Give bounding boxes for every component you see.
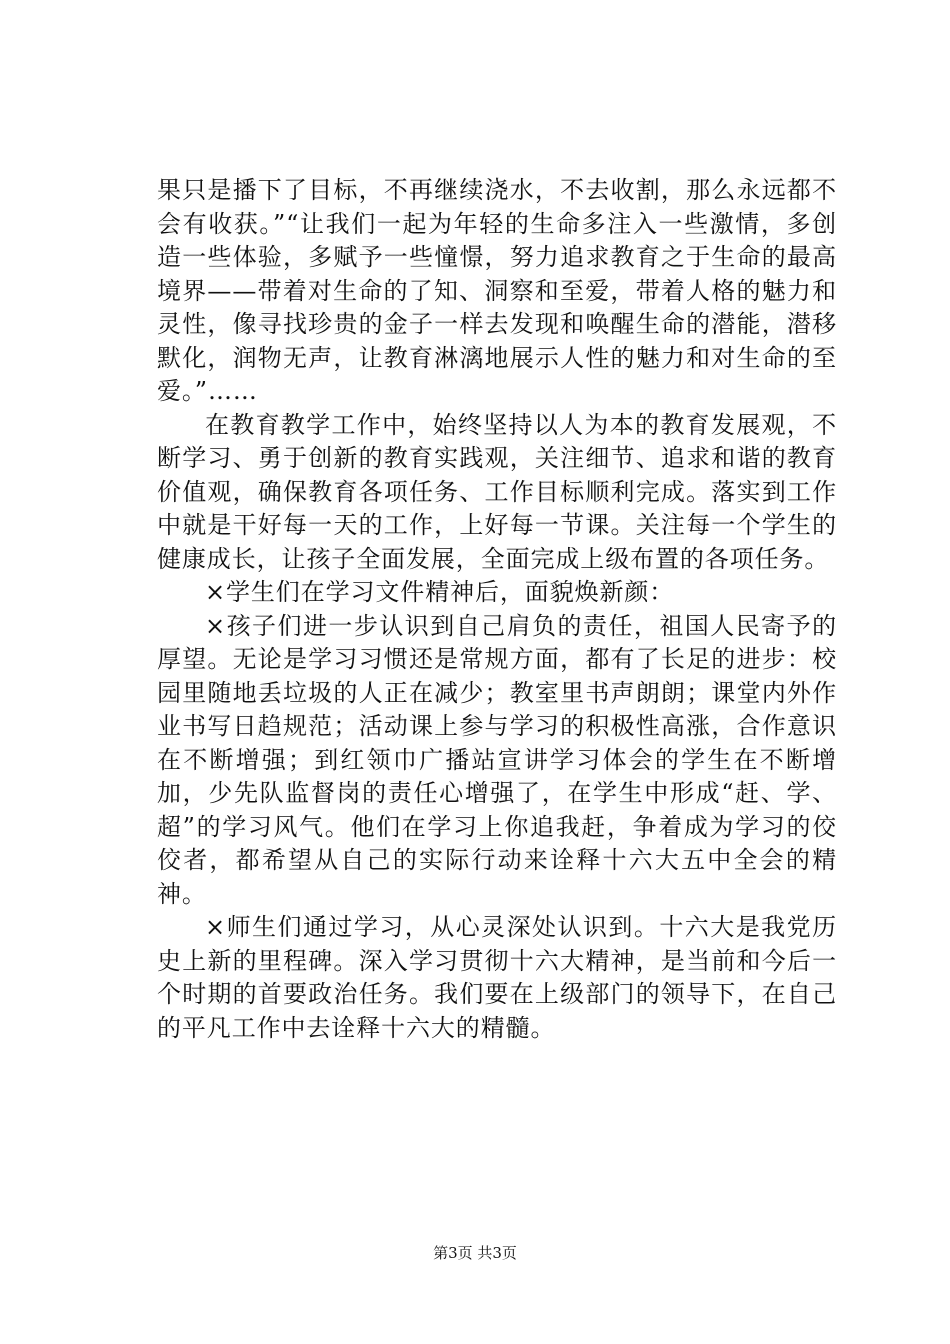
paragraph-teachers-students: ×师生们通过学习，从心灵深处认识到。十六大是我党历史上新的里程碑。深入学习贯彻十六大精神，是当前和今后一个时期的首要政治任务。我们要在上级部门的领导下，在自己的平凡工作中去诠释十六大的精髓。 [157, 913, 837, 1042]
paragraph-education-work: 在教育教学工作中，始终坚持以人为本的教育发展观，不断学习、勇于创新的教育实践观，关注细节、追求和谐的教育价值观，确保教育各项任务、工作目标顺利完成。落实到工作中就是干好每一天的工作，上好每一节课。关注每一个学生的健康成长，让孩子全面发展，全面完成上级布置的各项任务。 [157, 410, 837, 573]
paragraph-children-progress: ×孩子们进一步认识到自己肩负的责任，祖国人民寄予的厚望。无论是学习习惯还是常规方面，都有了长足的进步：校园里随地丢垃圾的人正在减少；教室里书声朗朗；课堂内外作业书写日趋规范；活动课上参与学习的积极性高涨，合作意识在不断增强；到红领巾广播站宣讲学习体会的学生在不断增加，少先队监督岗的责任心增强了，在学生中形成“赶、学、超”的学习风气。他们在学习上你追我赶，争着成为学习的佼佼者，都希望从自己的实际行动来诠释十六大五中全会的精神。 [157, 611, 837, 908]
paragraph-students-heading: ×学生们在学习文件精神后，面貌焕新颜： [205, 578, 675, 606]
page-number-footer: 第3页 共3页 [433, 1244, 517, 1262]
paragraph-continuation: 果只是播下了目标，不再继续浇水，不去收割，那么永远都不会有收获。”“让我们一起为年轻的生命多注入一些激情，多创造一些体验，多赋予一些憧憬，努力追求教育之于生命的最高境界——带着对生命的了知、洞察和至爱，带着人格的魅力和灵性，像寻找珍贵的金子一样去发现和唤醒生命的潜能，潜移默化，润物无声，让教育淋漓地展示人性的魅力和对生命的至爱。”…… [157, 176, 837, 405]
document-body [157, 174, 837, 1045]
